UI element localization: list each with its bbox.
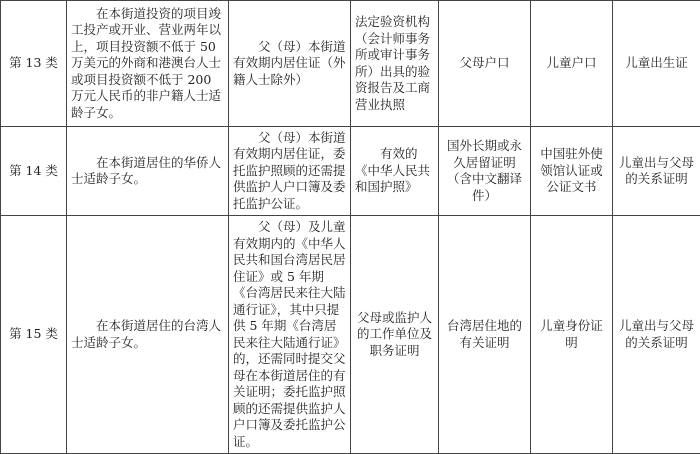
- child-household-cell: 儿童户口: [531, 1, 613, 127]
- category-cell: 第 14 类: [1, 127, 67, 216]
- residence-doc-text: 父（母）本街道有效期内居住证，委托监护照顾的还需提供监护人户口簿及委托监护公证。: [233, 130, 346, 213]
- relation-proof-cell: 儿童出生证: [613, 1, 700, 127]
- proof-cell: 法定验资机构（会计师事务所或审计事务所）出具的验资报告及工商营业执照: [351, 1, 439, 127]
- subject-text: 在本街道居住的台湾人士适龄子女。: [71, 318, 224, 351]
- child-household-cell: 儿童身份证明: [531, 216, 613, 454]
- subject-cell: [67, 1, 229, 127]
- subject-cell: [67, 216, 229, 454]
- table-row: [1, 1, 700, 127]
- parent-household-cell: 父母户口: [439, 1, 531, 127]
- proof-cell: [351, 127, 439, 216]
- category-cell: 第 15 类: [1, 216, 67, 454]
- residence-doc-text: 父（母）及儿童有效期内的《中华人民共和国台湾居民居住证》或 5 年期《台湾居民来往大陆通行证》，其中只提供 5 年期《台湾居民来往大陆通行证》的，还需同时提交父母在本街道居住的有关证明；委托监护照顾的还需提供监护人户口簿及委托监护公证。: [233, 219, 346, 450]
- subject-text: 在本街道投资的项目竣工投产或开业、营业两年以上，项目投资额不低于 50 万美元的外商和港澳台人士或项目投资额不低于 200 万元人民币的非户籍人士适龄子女。: [71, 6, 224, 122]
- table-row: [1, 127, 700, 216]
- table-row: [1, 216, 700, 454]
- residence-doc-cell: [229, 216, 351, 454]
- residence-doc-cell: [229, 127, 351, 216]
- proof-text: 有效的《中华人民共和国护照》: [355, 146, 434, 196]
- subject-text: 在本街道居住的华侨人士适龄子女。: [71, 155, 224, 188]
- proof-cell: 父母或监护人的工作单位及职务证明: [351, 216, 439, 454]
- relation-proof-cell: 儿童出与父母的关系证明: [613, 216, 700, 454]
- subject-cell: [67, 127, 229, 216]
- parent-household-cell: 国外长期或永久居留证明（含中文翻译件）: [439, 127, 531, 216]
- relation-proof-cell: 儿童出与父母的关系证明: [613, 127, 700, 216]
- category-cell: 第 13 类: [1, 1, 67, 127]
- residence-doc-cell: [229, 1, 351, 127]
- parent-household-cell: 台湾居住地的有关证明: [439, 216, 531, 454]
- child-household-cell: 中国驻外使领馆认证或公证文书: [531, 127, 613, 216]
- residence-doc-text: 父（母）本街道有效期内居住证（外籍人士除外）: [233, 39, 346, 89]
